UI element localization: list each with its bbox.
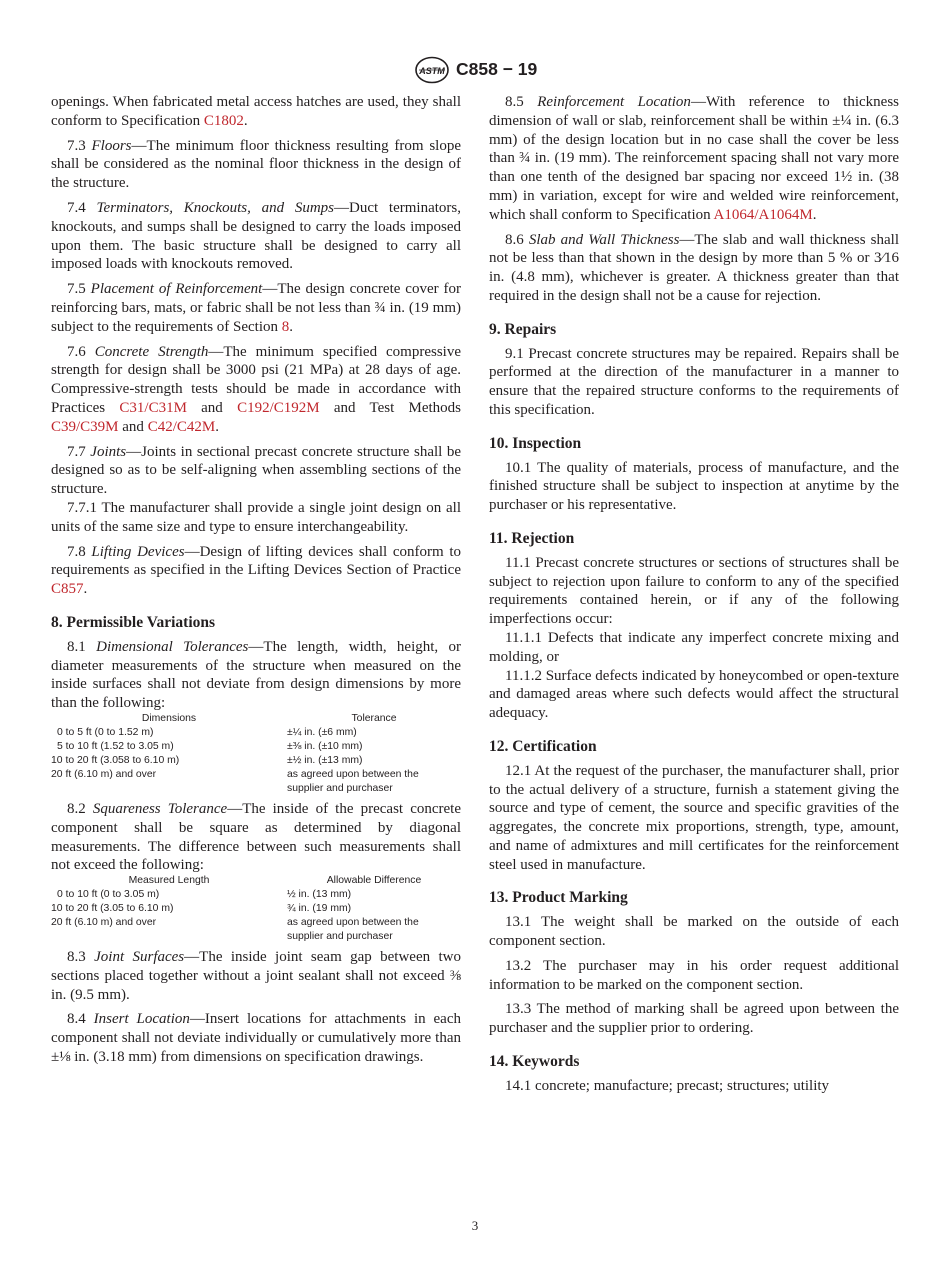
right-column xyxy=(489,93,899,1102)
section-11-1-2: 11.1.2 Surface defects indicated by honeycombed or open-texture and damaged areas where such defects would affect the structural adequacy. xyxy=(489,667,899,722)
ref-link-c857[interactable]: C857 xyxy=(51,581,84,598)
table-row: 20 ft (6.10 m) and over as agreed upon between the xyxy=(51,917,419,929)
section-13-1: 13.1 The weight shall be marked on the outside of each component section. xyxy=(489,914,899,950)
section-11-1-1: 11.1.1 Defects that indicate any imperfect concrete mixing and molding, or xyxy=(489,629,899,665)
table-header: Dimensions xyxy=(141,712,197,724)
section-title: Squareness Tolerance xyxy=(92,800,228,817)
heading-section-14: 14. Keywords xyxy=(489,1053,580,1071)
section-7-7-1: 7.7.1 The manufacturer shall provide a single joint design on all units of the same size and type to ensure interchangeability. xyxy=(51,499,461,535)
section-title: Joint Surfaces xyxy=(94,949,185,966)
ref-link-section-8[interactable]: 8 xyxy=(281,318,290,335)
section-14-1: 14.1 concrete; manufacture; precast; structures; utility xyxy=(505,1077,830,1094)
section-title: Reinforcement Location xyxy=(537,94,691,110)
section-7-4: 7.4 Terminators, Knockouts, and Sumps—Duct terminators, knockouts, and sumps shall be designed to carry the loads imposed upon them. The basic structure shall be designed to carry all imposed loads with knockouts removed. xyxy=(51,199,461,273)
table-header: Tolerance xyxy=(351,712,397,724)
section-9-1: 9.1 Precast concrete structures may be repaired. Repairs shall be performed at the direction of the manufacturer in a manner to ensure that the repaired structure conforms to the requirements of this specification. xyxy=(489,345,899,418)
ref-link-c192[interactable]: C192/C192M xyxy=(237,399,320,416)
heading-section-8: 8. Permissible Variations xyxy=(51,613,216,631)
table-header: Measured Length xyxy=(128,875,210,887)
section-10-1: 10.1 The quality of materials, process of manufacture, and the finished structure shall be subject to inspection at anytime by the purchaser or his representative. xyxy=(489,459,899,514)
section-8-1: 8.1 Dimensional Tolerances—The length, width, height, or diameter measurements of the structure when measured on the inside surfaces shall not deviate from design dimensions by more than the following: xyxy=(51,638,462,712)
section-8-6: 8.6 Slab and Wall Thickness—The slab and wall thickness shall not be less than that shown in the design by more than 5 % or 3⁄16 in. (4.8 mm), whichever is greater. A thickness greater than that required in the design shall not be a cause for rejection. xyxy=(489,231,899,304)
section-title: Floors xyxy=(91,137,132,154)
ref-link-c1802[interactable]: C1802 xyxy=(203,112,244,129)
ref-link-c39[interactable]: C39/C39M xyxy=(51,418,119,435)
heading-section-9: 9. Repairs xyxy=(489,320,557,338)
heading-section-10: 10. Inspection xyxy=(489,434,582,452)
section-8-2: 8.2 Squareness Tolerance—The inside of the precast concrete component shall be square as determined by diagonal measurements. The difference between such measurements shall not exceed the following: xyxy=(51,800,461,874)
paragraph-7-2-continued: openings. When fabricated metal access hatches are used, they shall conform to Specification C1802. xyxy=(51,94,461,129)
section-11-1: 11.1 Precast concrete structures or sections of structures shall be subject to rejection upon failure to conform to any of the specified requirements contained herein, or if any of the following imperfections occur: xyxy=(489,554,899,628)
document-id: C858 − 19 xyxy=(456,59,538,79)
section-8-5: 8.5 Reinforcement Location—With reference to thickness dimension of wall or slab, reinforcement shall be within ±¼ in. (6.3 mm) of the design location but in no case shall the cover be less than ¾ in. (19 mm). The reinforcement spacing shall not vary more than one tenth of the designed bar spacing nor exceed 1½ in. (38 mm) in variation, except for wire and welded wire reinforcement, which shall conform to Specification A1064/A1064M. xyxy=(489,94,899,223)
section-title: Concrete Strength xyxy=(94,343,209,360)
table-row: 5 to 10 ft (1.52 to 3.05 m) ±⅜ in. (±10 mm) xyxy=(57,740,363,752)
table-row: 10 to 20 ft (3.05 to 6.10 m) ¾ in. (19 mm) xyxy=(51,903,352,915)
ref-link-c42[interactable]: C42/C42M xyxy=(147,418,216,435)
logo-lettering: ASTM xyxy=(419,66,445,76)
section-13-2: 13.2 The purchaser may in his order request additional information to be marked on the component section. xyxy=(489,957,899,993)
section-title: Insert Location xyxy=(93,1011,190,1028)
table-row: supplier and purchaser xyxy=(287,782,393,794)
heading-section-11: 11. Rejection xyxy=(489,529,575,547)
section-7-6: 7.6 Concrete Strength—The minimum specified compressive strength for design shall be 3000 psi (21 MPa) at 28 days of age. Compressive-strength tests should be made in accordance with Practices C31/C31M and C192/C192M and Test Methods C39/C39M and C42/C42M. xyxy=(51,343,461,435)
section-title: Slab and Wall Thickness xyxy=(528,231,680,248)
section-7-7: 7.7 Joints—Joints in sectional precast concrete structure shall be designed so as to be self-aligning when assembling sections of the structure. xyxy=(51,443,461,498)
astm-logo-icon xyxy=(414,56,450,84)
section-title: Joints xyxy=(90,443,127,460)
page-header xyxy=(0,56,950,86)
section-8-4: 8.4 Insert Location—Insert locations for attachments in each component shall not deviate individually or cumulatively more than ±⅛ in. (3.18 mm) from dimensions on specification drawings. xyxy=(51,1011,461,1066)
section-7-3: 7.3 Floors—The minimum floor thickness resulting from slope shall be considered as the nominal floor thickness in the design of the structure. xyxy=(51,137,461,192)
section-title: Dimensional Tolerances xyxy=(96,638,249,655)
table-row: 10 to 20 ft (3.058 to 6.10 m) ±½ in. (±13 mm) xyxy=(51,754,363,766)
section-title: Placement of Reinforcement xyxy=(90,281,263,298)
ref-link-c31[interactable]: C31/C31M xyxy=(119,399,187,416)
section-13-3: 13.3 The method of marking shall be agreed upon between the purchaser and the supplier prior to ordering. xyxy=(489,1001,899,1037)
table-row: 20 ft (6.10 m) and over as agreed upon between the xyxy=(51,768,419,780)
section-title: Lifting Devices xyxy=(91,543,185,560)
heading-section-12: 12. Certification xyxy=(489,737,597,755)
squareness-tolerance-table xyxy=(51,874,461,944)
dimensional-tolerance-table xyxy=(51,712,461,796)
table-row: 0 to 10 ft (0 to 3.05 m) ½ in. (13 mm) xyxy=(57,889,352,901)
ref-link-a1064[interactable]: A1064/A1064M xyxy=(713,206,813,223)
left-column xyxy=(51,93,461,1073)
section-8-3: 8.3 Joint Surfaces—The inside joint seam gap between two sections placed together without a joint sealant shall not exceed ⅜ in. (9.5 mm). xyxy=(51,949,461,1003)
table-row: 0 to 5 ft (0 to 1.52 m) ±¼ in. (±6 mm) xyxy=(57,726,357,738)
section-title: Terminators, Knockouts, and Sumps xyxy=(96,199,335,216)
section-7-5: 7.5 Placement of Reinforcement—The design concrete cover for reinforcing bars, mats, or fabric shall be not less than ¾ in. (19 mm) subject to the requirements of Section 8. xyxy=(51,281,462,335)
heading-section-13: 13. Product Marking xyxy=(489,889,628,907)
section-12-1: 12.1 At the request of the purchaser, the manufacturer shall, prior to the actual delivery of a structure, furnish a statement giving the source and type of cement, the source and specific gravities of the aggregates, the concrete mix proportions, strength, type, amount, and name of admixtures and mill certificates for the reinforcement steel used in manufacture. xyxy=(489,762,899,873)
table-header: Allowable Difference xyxy=(326,875,422,887)
page-number: 3 xyxy=(471,1218,479,1233)
section-7-8: 7.8 Lifting Devices—Design of lifting devices shall conform to requirements as specified in the Lifting Devices Section of Practice C857. xyxy=(51,543,462,598)
table-row: supplier and purchaser xyxy=(287,931,393,943)
